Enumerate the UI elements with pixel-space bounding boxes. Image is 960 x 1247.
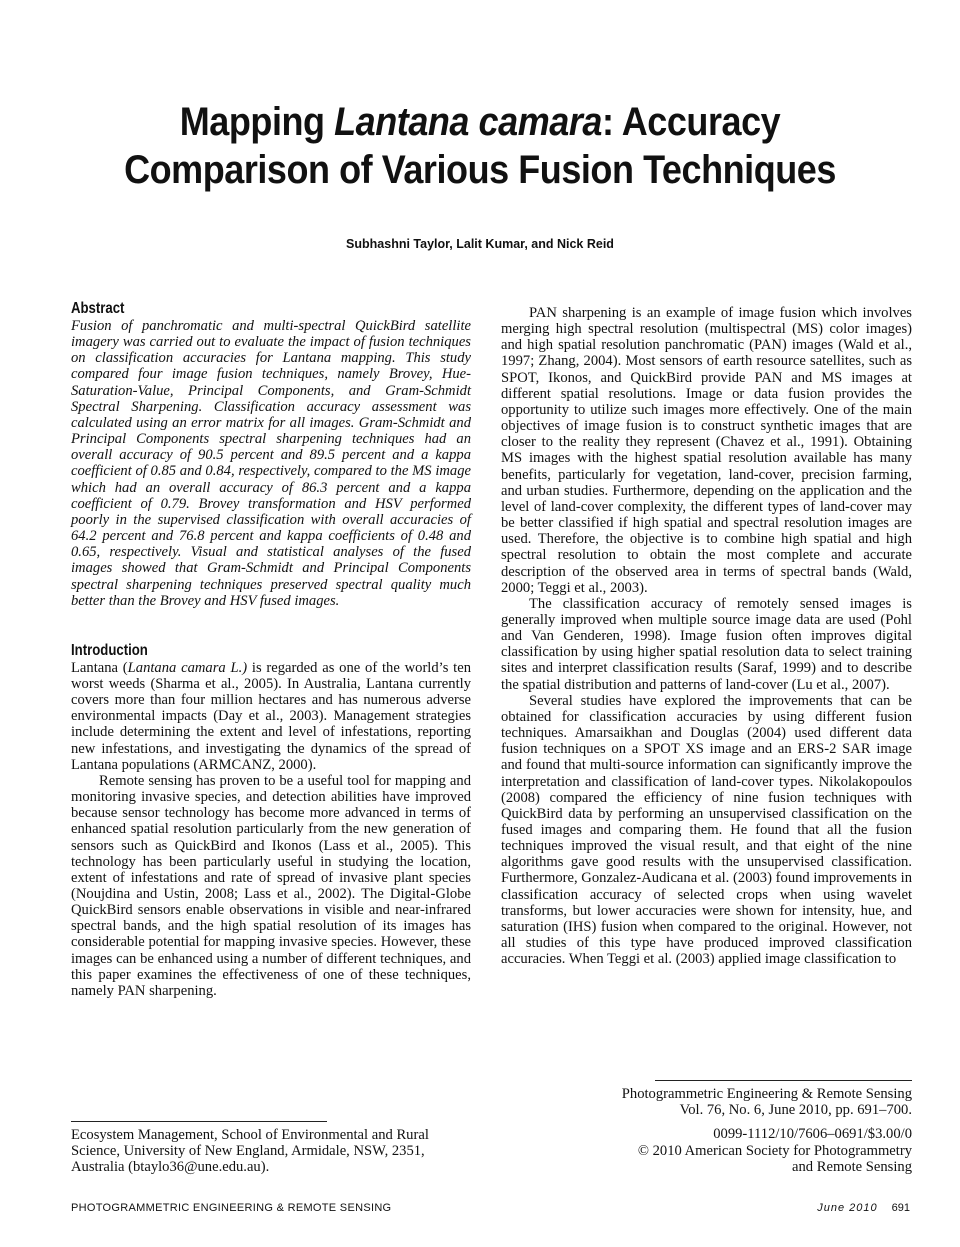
author-list: Subhashni Taylor, Lalit Kumar, and Nick Reid: [346, 237, 614, 251]
journal-code: 0099-1112/10/7606–0691/$3.00/0: [713, 1126, 912, 1143]
right-paragraph-1: PAN sharpening is an example of image fusion which involves merging high spectral resolution (multispectral (MS) color images) and high spatial resolution panchromatic (PAN) images (Wald et al., 1997; Zhang, 2004). Most sensors of earth resource satellites, such as SPOT, Ikonos, and QuickBird provide PAN and MS images at different spatial resolutions. Image or data fusion provides the opportunity to utilize such images more effectively. One of the main objectives of image fusion is to construct synthetic images that are closer to the reality they represent (Chavez et al., 1991). Obtaining MS images with the highest spatial resolution available has many benefits, particularly for vegetation, land-cover, precision farming, and urban studies. Furthermore, depending on the application and the level of land-cover complexity, the different types of land-cover may be better classified if high spatial and spectral resolution images are used. Therefore, the objective is to combine high spatial and high spectral resolution to obtain the most complete and accurate description of the observed area in terms of spectral bands (Wald, 2000; Teggi et al., 2003).: [501, 305, 912, 596]
affiliation-rule: [71, 1121, 327, 1122]
intro-paragraph-1: Lantana (Lantana camara L.) is regarded as one of the world’s ten worst weeds (Sharma et al., 2005). In Australia, Lantana currently covers more than four million hectares and has numerous adverse environmental impacts (Day et al., 2003). Management strategies include determining the extent and level of infestations, reporting new infestations, and investigating the dynamics of the spread of Lantana populations (ARMCANZ, 2000).: [71, 659, 471, 773]
left-column: [71, 300, 471, 999]
running-footer-page: [817, 1202, 910, 1214]
right-paragraph-2: The classification accuracy of remotely sensed images is generally improved when multiple source image data are used (Pohl and Van Genderen, 1998). Image fusion often improves digital classification by using higher spatial resolution data to select training sites and interpret classification results (Saraf, 1999) and to describe the spatial distribution and patterns of land-cover (Lu et al., 2007).: [501, 595, 912, 693]
title-species-name: Lantana camara: [334, 100, 602, 144]
abstract-text: Fusion of panchromatic and multi-spectral QuickBird satellite imagery was carried out to evaluate the impact of fusion techniques on classification accuracies for Lantana mapping. This study compared four image fusion techniques, namely Brovey, Hue-Saturation-Value, Principal Components, and Gram-Schmidt Spectral Sharpening. Classification accuracy assessment was calculated using an error matrix for all images. Gram-Schmidt and Principal Components spectral sharpening techniques had an overall accuracy of 90.5 percent and 89.5 percent and a kappa coefficient of 0.85 and 0.84, respectively, compared to the MS image which had an overall accuracy of 86.3 percent and a kappa coefficient of 0.79. Brovey transformation and HSV performed poorly in the supervised classification with overall accuracies of 64.2 percent and 76.8 percent and kappa coefficients of 0.48 and 0.65, respectively. Visual and statistical analyses of the fused images showed that Gram-Schmidt and Principal Components spectral sharpening techniques preserved spectral quality much better than the Brovey and HSV fused images.: [71, 318, 471, 609]
paper-title: [102, 98, 858, 194]
introduction-heading: Introduction: [71, 641, 148, 659]
journal-info-rule: [655, 1080, 912, 1081]
copyright-line-2: and Remote Sensing: [792, 1158, 912, 1175]
right-paragraph-3: Several studies have explored the improvements that can be obtained for classification accuracies by using different fusion techniques. Amarsaikhan and Douglas (2004) used different data fusion techniques on a SPOT XS image and an ERS-2 SAR image and found that multi-source information can significantly improve the interpretation and classification of land-cover types. Nikolakopoulos (2008) compared the efficiency of nine fusion techniques with QuickBird data by performing an unsupervised classification on the fused images and comparing them. He found that all the fusion techniques improved the visual result, and that eight of the nine algorithms gave good results with the unsupervised classification. Furthermore, Gonzalez-Audicana et al. (2003) found improvements in classification accuracy of selected crops when using wavelet transforms, but lower accuracies were shown for intensity, hue, and saturation (IHS) fusion when compared to the original. However, not all studies of this type have produced improved classification accuracies. When Teggi et al. (2003) applied image classification to: [501, 692, 912, 968]
journal-name: Photogrammetric Engineering & Remote Sensing: [621, 1086, 912, 1102]
footer-date: June 2010: [817, 1202, 878, 1214]
right-column: [501, 305, 912, 967]
journal-info: [520, 1086, 912, 1175]
running-footer-journal: PHOTOGRAMMETRIC ENGINEERING & REMOTE SENSING: [71, 1202, 392, 1214]
copyright-line: © 2010 American Society for Photogrammetry: [637, 1142, 912, 1159]
author-affiliation: Ecosystem Management, School of Environmental and Rural Science, University of New England, Armidale, NSW, 2351, Australia (btaylo36@une.edu.au).: [71, 1127, 429, 1176]
page-number: 691: [891, 1202, 910, 1214]
abstract-heading: Abstract: [71, 300, 125, 317]
title-line-1: Mapping Lantana camara: Accuracy: [179, 100, 781, 144]
title-line-2: Comparison of Various Fusion Techniques: [124, 148, 836, 192]
journal-volume: Vol. 76, No. 6, June 2010, pp. 691–700.: [679, 1102, 912, 1119]
intro-paragraph-2: Remote sensing has proven to be a useful tool for mapping and monitoring invasive species, and detection abilities have improved because sensor technology has become more advanced in terms of enhanced spatial resolution particularly from the new generation of sensors such as QuickBird and Ikonos (Lass et al., 2005). This technology has been particularly useful in studying the location, extent of infestations and rate of spread of invasive plant species (Noujdina and Ustin, 2008; Lass et al., 2002). The Digital-Globe QuickBird sensors enable observations in visible and near-infrared spectral bands, and the high spatial resolution of its images has considerable potential for mapping invasive species. However, these images can be enhanced using a number of different techniques, and this paper examines the effectiveness of one of these techniques, namely PAN sharpening.: [71, 772, 471, 999]
